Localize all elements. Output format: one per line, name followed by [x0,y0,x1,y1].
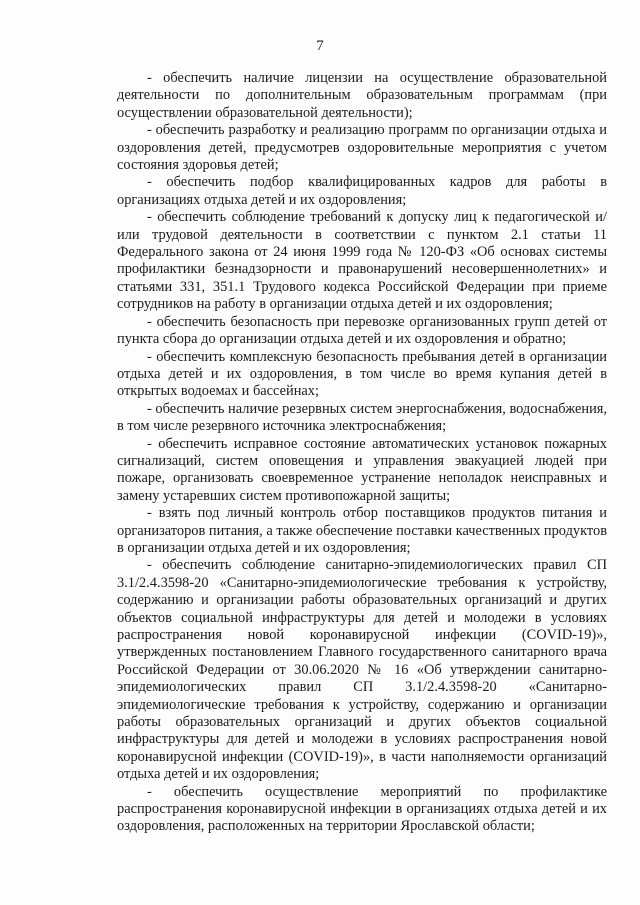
paragraph-backup-power: - обеспечить наличие резервных систем энергоснабжения, водоснабжения, в том числе резервного источника электроснабжения; [117,400,607,435]
document-body [117,70,607,836]
paragraph-covid-prevention: - обеспечить осуществление мероприятий по профилактике распространения коронавирусной инфекции в организациях отдыха детей и их оздоровления, расположенных на территории Ярославской области; [117,783,607,835]
paragraph-sanitary-rules: - обеспечить соблюдение санитарно-эпидемиологических правил СП 3.1/2.4.3598-20 «Санитарно-эпидемиологические требования к устройству, содержанию и организации работы образовательных организаций и других объектов социальной инфраструктуры для детей и молодежи в условиях распространения новой коронавирусной инфекции (COVID-19)», утвержденных постановлением Главного государственного санитарного врача Российской Федерации от 30.06.2020 № 16 «Об утверждении санитарно-эпидемиологических правил СП 3.1/2.4.3598-20 «Санитарно-эпидемиологические требования к устройству, содержанию и организации работы образовательных организаций и других объектов социальной инфраструктуры для детей и молодежи в условиях распространения новой коронавирусной инфекции (COVID-19)», в части наполняемости организаций отдыха детей и их оздоровления; [117,557,607,783]
paragraph-license: - обеспечить наличие лицензии на осуществление образовательной деятельности по дополнительным образовательным программам (при осуществлении образовательной деятельности); [117,70,607,121]
paragraph-transport-safety: - обеспечить безопасность при перевозке организованных групп детей от пункта сбора до организации отдыха детей и их оздоровления и обратно; [117,313,607,348]
paragraph-admission-requirements: - обеспечить соблюдение требований к допуску лиц к педагогической и/или трудовой деятельности в соответствии с пунктом 2.1 статьи 11 Федерального закона от 24 июня 1999 года № 120-ФЗ «Об основах системы профилактики безнадзорности и правонарушений несовершеннолетних» и статьями 331, 351.1 Трудового кодекса Российской Федерации при приеме сотрудников на работу в организации отдыха детей и их оздоровления; [117,209,607,313]
paragraph-staff: - обеспечить подбор квалифицированных кадров для работы в организациях отдыха детей и их оздоровления; [117,174,607,208]
paragraph-fire-safety: - обеспечить исправное состояние автоматических установок пожарных сигнализаций, систем оповещения и управления эвакуацией людей при пожаре, организовать своевременное устранение неполадок неисправных и замену устаревших систем противопожарной защиты; [117,435,607,504]
paragraph-programs: - обеспечить разработку и реализацию программ по организации отдыха и оздоровления детей, предусмотрев оздоровительные мероприятия с учетом состояния здоровья детей; [117,122,607,174]
paragraph-complex-safety: - обеспечить комплексную безопасность пребывания детей в организации отдыха детей и их оздоровления, в том числе во время купания детей в открытых водоемах и бассейнах; [117,348,607,400]
paragraph-food-suppliers: - взять под личный контроль отбор поставщиков продуктов питания и организаторов питания, а также обеспечение поставки качественных продуктов в организации отдыха детей и их оздоровления; [117,505,607,556]
page-number: 7 [316,38,324,54]
